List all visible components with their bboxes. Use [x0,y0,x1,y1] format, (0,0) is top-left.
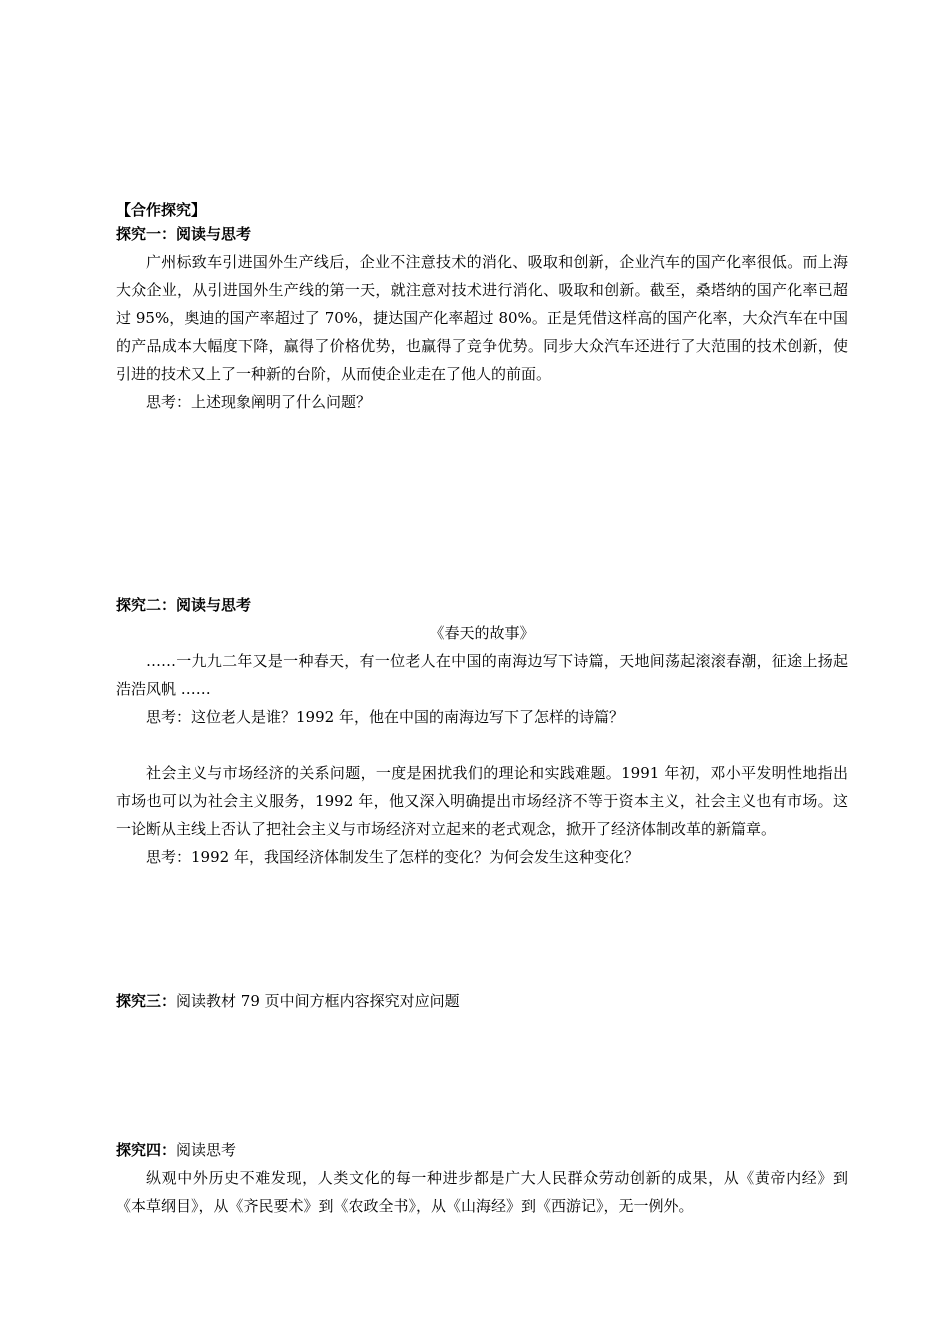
inquiry-2 [116,591,848,871]
spacer [116,731,848,759]
inquiry-3-heading: 探究三： [116,992,177,1010]
inquiry-4 [116,1136,848,1220]
inquiry-4-heading-rest: 阅读思考 [176,1141,237,1159]
inquiry-3-text: 阅读教材 79 页中间方框内容探究对应问题 [176,992,460,1010]
inquiry-4-heading: 探究四： [116,1141,177,1159]
story-excerpt: ……一九九二年又是一种春天，有一位老人在中国的南海边写下诗篇，天地间荡起滚滚春潮，征途上扬起浩浩风帆 …… [116,652,848,698]
inquiry-1-paragraph: 广州标致车引进国外生产线后，企业不注意技术的消化、吸取和创新，企业汽车的国产化率很低。而上海大众企业，从引进国外生产线的第一天，就注意对技术进行消化、吸取和创新。截至，桑塔纳的国产化率已超过 95%，奥迪的国产率超过了 70%，捷达国产化率超过 80%。正是凭借这样高的国产化率，大众汽车在中国的产品成本大幅度下降，赢得了价格优势，也赢得了竞争优势。同步大众汽车还进行了大范围的技术创新，使引进的技术又上了一种新的台阶，从而使企业走在了他人的前面。 [116,253,848,383]
inquiry-2-heading: 探究二：阅读与思考 [116,596,252,614]
inquiry-2-paragraph: 社会主义与市场经济的关系问题，一度是困扰我们的理论和实践难题。1991 年初，邓小平发明性地指出市场也可以为社会主义服务，1992 年，他又深入明确提出市场经济不等于资本主义，社会主义也有市场。这一论断从主线上否认了把社会主义与市场经济对立起来的老式观念，掀开了经济体制改革的新篇章。 [116,764,848,838]
inquiry-1 [116,220,848,416]
section-title: 【合作探究】 [116,201,207,219]
inquiry-4-paragraph: 纵观中外历史不难发现，人类文化的每一种进步都是广大人民群众劳动创新的成果，从《黄帝内经》到《本草纲目》，从《齐民要术》到《农政全书》，从《山海经》到《西游记》，无一例外。 [116,1169,848,1215]
inquiry-1-question: 思考：上述现象阐明了什么问题？ [146,393,372,411]
inquiry-2-question-1: 思考：这位老人是谁？1992 年，他在中国的南海边写下了怎样的诗篇？ [146,708,624,726]
inquiry-1-heading: 探究一：阅读与思考 [116,225,252,243]
inquiry-2-question-2: 思考：1992 年，我国经济体制发生了怎样的变化？为何会发生这种变化？ [146,848,639,866]
inquiry-3 [116,987,848,1015]
story-title: 《春天的故事》 [429,624,535,642]
